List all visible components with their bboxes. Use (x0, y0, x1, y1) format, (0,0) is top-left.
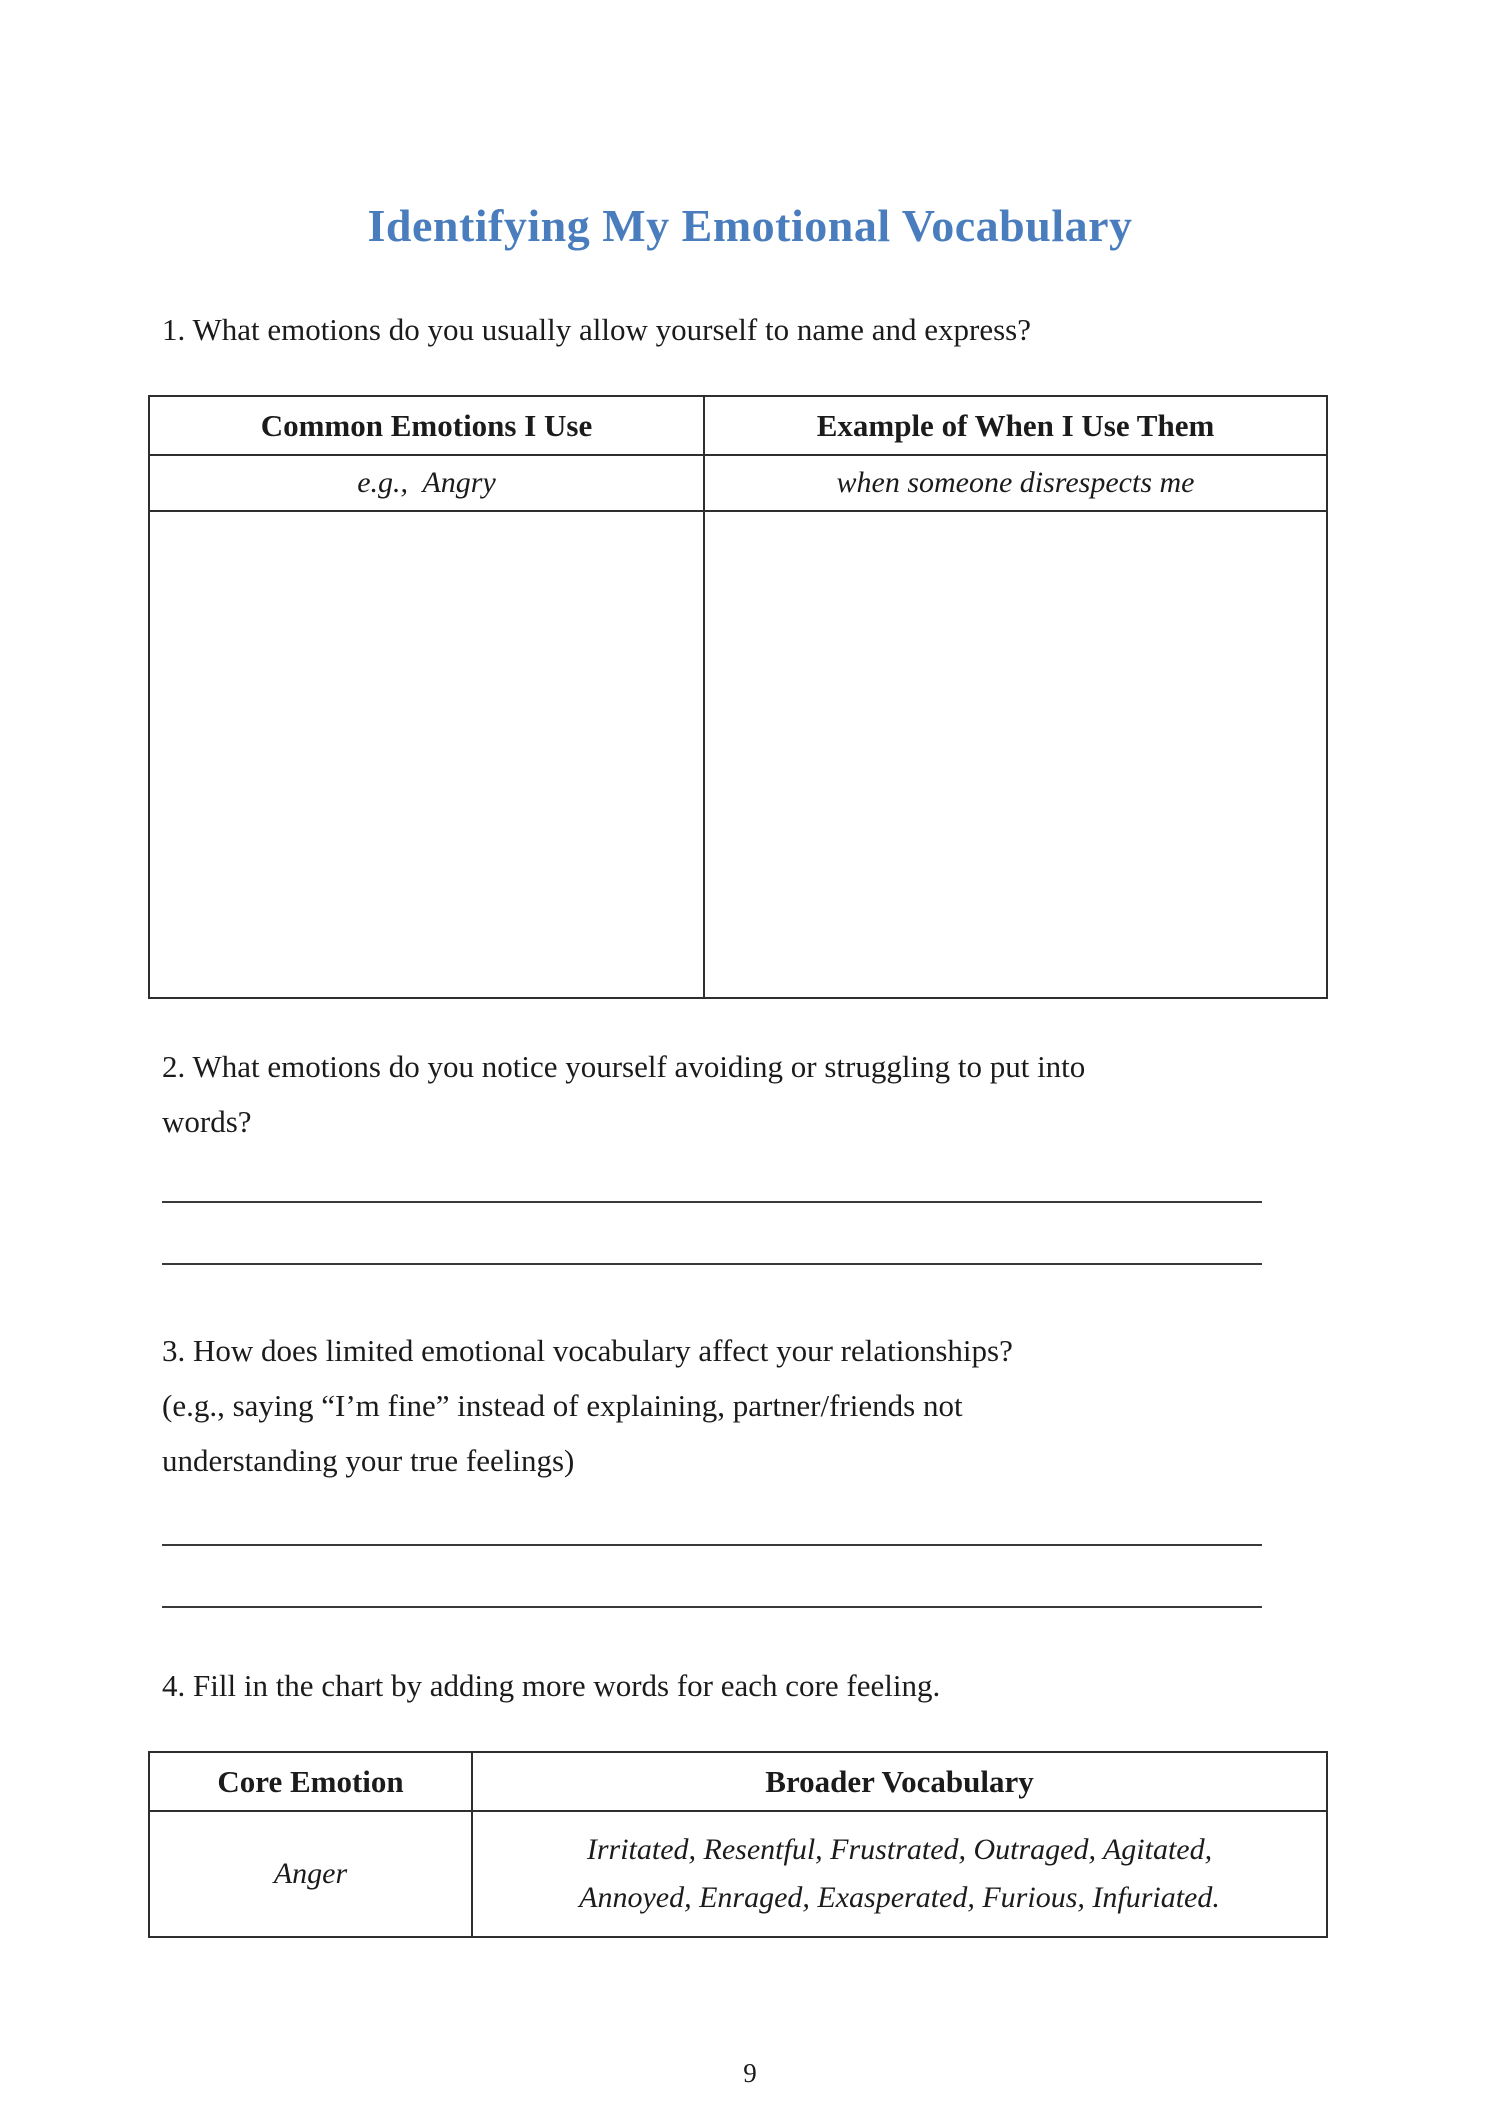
answer-line-q3-1 (162, 1488, 1262, 1546)
question-2-line-1: 2. What emotions do you notice yourself avoiding or struggling to put into (162, 1049, 1086, 1084)
page-title: Identifying My Emotional Vocabulary (367, 200, 1133, 251)
common-emotions-table-header-row (149, 396, 1327, 455)
question-3-line-1: 3. How does limited emotional vocabulary affect your relationships? (162, 1333, 1013, 1368)
answer-line-q3-2 (162, 1546, 1262, 1608)
example-context-cell: when someone disrespects me (704, 455, 1327, 511)
vocabulary-line-2: Annoyed, Enraged, Exasperated, Furious, Infuriated. (579, 1881, 1220, 1914)
question-1: 1. What emotions do you usually allow yourself to name and express? (162, 312, 1031, 347)
common-emotions-header: Common Emotions I Use (149, 396, 704, 455)
blank-context-cell (704, 511, 1327, 998)
core-emotion-cell: Anger (149, 1811, 472, 1937)
example-emotion-cell: e.g., Angry (149, 455, 704, 511)
page-number: 9 (743, 2058, 757, 2088)
question-3-line-2: (e.g., saying “I’m fine” instead of explaining, partner/friends not (162, 1388, 963, 1423)
question-2 (162, 1039, 1330, 1149)
example-when-used-header: Example of When I Use Them (704, 396, 1327, 455)
blank-emotion-cell (149, 511, 704, 998)
core-emotion-header: Core Emotion (149, 1752, 472, 1811)
question-4: 4. Fill in the chart by adding more words for each core feeling. (162, 1668, 941, 1703)
answer-line-q2-2 (162, 1203, 1262, 1265)
question-3 (162, 1323, 1330, 1488)
broader-vocabulary-cell (472, 1811, 1327, 1937)
broader-vocabulary-header: Broader Vocabulary (472, 1752, 1327, 1811)
common-emotions-example-row (149, 455, 1327, 511)
core-emotion-table-header-row (149, 1752, 1327, 1811)
answer-line-q2-1 (162, 1149, 1262, 1203)
question-2-line-2: words? (162, 1104, 252, 1139)
core-emotion-table (148, 1751, 1328, 1938)
question-3-line-3: understanding your true feelings) (162, 1443, 575, 1478)
vocabulary-line-1: Irritated, Resentful, Frustrated, Outraged, Agitated, (586, 1833, 1213, 1866)
anger-row (149, 1811, 1327, 1937)
common-emotions-blank-row (149, 511, 1327, 998)
common-emotions-table (148, 395, 1328, 999)
